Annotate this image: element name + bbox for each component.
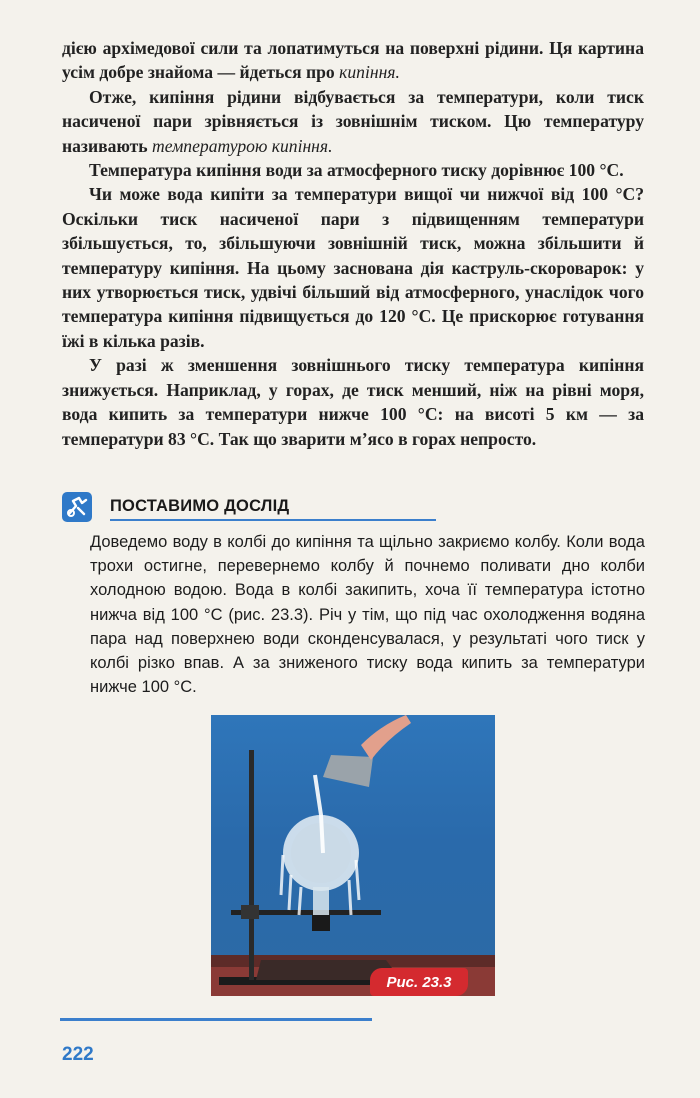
paragraph-4: [62, 182, 644, 353]
experiment-text: Доведемо воду в колбі до кипіння та щільно закриємо колбу. Коли вода трохи остигне, перевернемо колбу й почнемо поливати дно колби холодною водою. Вода в колбі закипить, хоча її температура істотно нижча від 100 °С (рис. 23.3). Річ у тім, що під час охолодження водяна пара над поверхнею води сконденсувалася, у результаті чого тиск у колбі різко впав. А за зниженого тиску вода кипить за температури нижче 100 °С.: [90, 533, 645, 697]
question-heading: Чи може вода кипіти за температури вищої чи нижчої від 100 °С?: [89, 184, 644, 205]
term-boiling-temperature: температурою кипіння.: [152, 135, 333, 156]
bottom-rule: [60, 1018, 372, 1021]
figure-caption: Рис. 23.3: [370, 968, 468, 996]
experiment-icon: [62, 492, 92, 522]
paragraph-2-text: Отже, кипіння рідини відбувається за температури, коли тиск насиченої пари зрівняється із зовнішнім тиском. Цю температуру називають: [62, 86, 644, 156]
term-boiling: кипіння.: [339, 62, 400, 83]
experiment-header: [62, 492, 378, 522]
experiment-title: ПОСТАВИМО ДОСЛІД: [110, 497, 290, 515]
paragraph-1-text: дією архімедової сили та лопатимуться на поверхні рідини. Ця картина усім добре знайома — йдеться про: [62, 38, 644, 83]
page-number: 222: [62, 1044, 94, 1065]
paragraph-4-text: Оскільки тиск насиченої пари з підвищенням температури збільшується, то, збільшуючи зовнішній тиск, можна збільшити й температуру кипіння. На цьому заснована дія каструль-скороварок: у них утворюється тиск, удвічі більший від атмосферного, унаслідок чого температура кипіння підвищується до 120 °С. Це прискорює готування їжі в кілька разів.: [62, 208, 644, 351]
main-text: [62, 36, 644, 451]
figure-flask-photo: [211, 715, 495, 996]
paragraph-3: Температура кипіння води за атмосферного тиску дорівнює 100 °С.: [89, 160, 624, 181]
experiment-title-underline: [110, 519, 436, 521]
paragraph-2: [62, 85, 644, 158]
paragraph-5: У разі ж зменшення зовнішнього тиску температура кипіння знижується. Наприклад, у горах, де тиск менший, ніж на рівні моря, вода кипить за температури нижче 100 °С: на висоті 5 км — за температури 83 °С. Так що зварити м’ясо в горах непросто.: [62, 355, 644, 449]
paragraph-1: [62, 36, 644, 85]
